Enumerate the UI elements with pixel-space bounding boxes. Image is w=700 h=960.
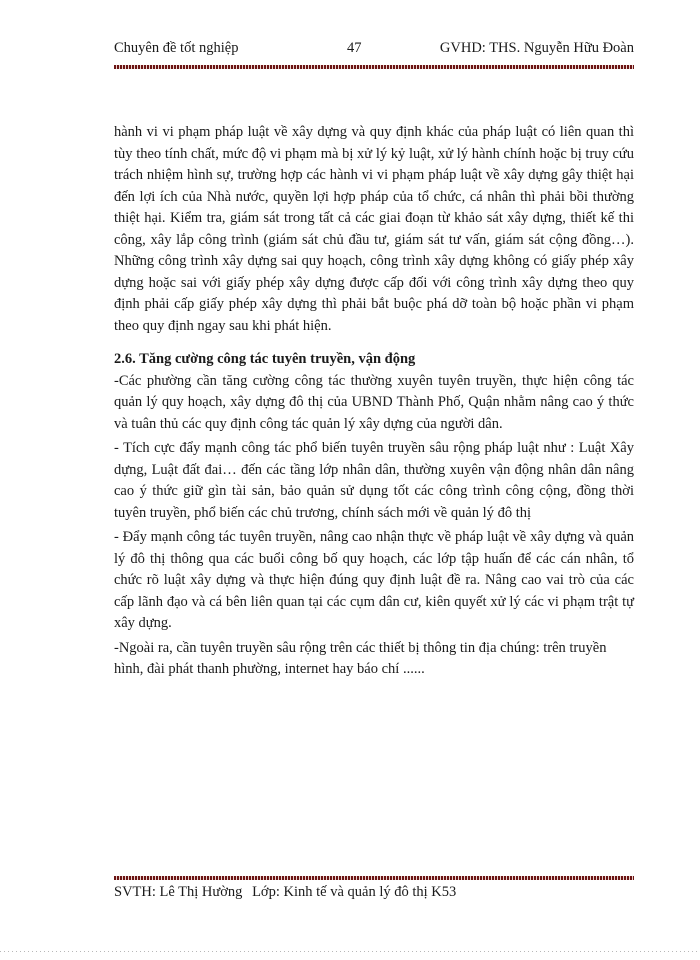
paragraph-1: -Các phường cần tăng cường công tác thường xuyên tuyên truyền, thực hiện công tác quản lý quy hoạch, xây dựng đô thị của UBND Thành Phố, Quận nhằm nâng cao ý thức và tuân thủ các quy định công tác quản lý xây dựng của người dân. <box>114 372 634 432</box>
header-rule <box>114 65 634 69</box>
header-page-number: 47 <box>347 40 362 56</box>
footer-student: SVTH: Lê Thị Hường <box>114 884 243 900</box>
intro-paragraph: hành vi vi phạm pháp luật về xây dựng và quy định khác của pháp luật có liên quan thì tùy theo tính chất, mức độ vi phạm mà bị xử lý kỷ luật, xử lý hành chính hoặc bị truy cứu trách nhiệm hình sự, trường hợp các hành vi vi phạm pháp luật về xây dựng gây thiệt hại đến lợi ích của Nhà nước, quyền lợi hợp pháp của tổ chức, cá nhân thì phải bồi thường thiệt hại. Kiểm tra, giám sát trong tất cả các giai đoạn từ khảo sát xây dựng, thiết kế thi công, xây lắp công trình (giám sát chủ đầu tư, giám sát tư vấn, giám sát cộng đồng…). Những công trình xây dựng sai quy hoạch, công trình xây dựng không có giấy phép xây dựng hoặc sai với giấy phép xây dựng được cấp đối với công trình xây dựng theo quy định phải cấp giấy phép xây dựng thì phải bắt buộc phá dỡ toàn bộ hoặc phần vi phạm theo quy định ngay sau khi phát hiện. <box>114 124 634 334</box>
paragraph-3: - Đẩy mạnh công tác tuyên truyền, nâng cao nhận thực về pháp luật về xây dựng và quản lý đô thị thông qua các buổi công bố quy hoạch, các lớp tập huấn để các cán nhân, tổ chức rõ luật xây dựng và thực hiện đúng quy định luật đề ra. Nâng cao vai trò của các cấp lãnh đạo và cá bên liên quan tại các cụm dân cư, kiên quyết xử lý các vi phạm trật tự xây dựng. <box>114 529 634 631</box>
footer-rule <box>114 876 634 880</box>
page-body <box>114 122 634 684</box>
paragraph-2: - Tích cực đẩy mạnh công tác phổ biến tuyên truyền sâu rộng pháp luật như : Luật Xây dựng, Luật đất đai… đến các tầng lớp nhân dân, thường xuyên vận động nhân dân nâng cao ý thức giữ gìn tài sản, bảo quản sử dụng tốt các công trình công cộng, đồng thời tuyên truyền, phổ biến các chủ trương, chính sách mới về quản lý đô thị <box>114 440 634 521</box>
footer-class: Lớp: Kinh tế và quản lý đô thị K53 <box>252 884 457 900</box>
section-heading: 2.6. Tăng cường công tác tuyên truyền, vận động <box>114 351 416 367</box>
header-supervisor: GVHD: THS. Nguyễn Hữu Đoàn <box>439 40 634 56</box>
header-thesis-title: Chuyên đề tốt nghiệp <box>114 40 239 56</box>
paragraph-4: -Ngoài ra, cần tuyên truyền sâu rộng trên các thiết bị thông tin địa chúng: trên truyền hình, đài phát thanh phường, internet hay báo chí ...... <box>114 639 607 677</box>
page-boundary <box>0 951 700 952</box>
page-footer <box>114 884 462 901</box>
page-header <box>114 40 634 60</box>
